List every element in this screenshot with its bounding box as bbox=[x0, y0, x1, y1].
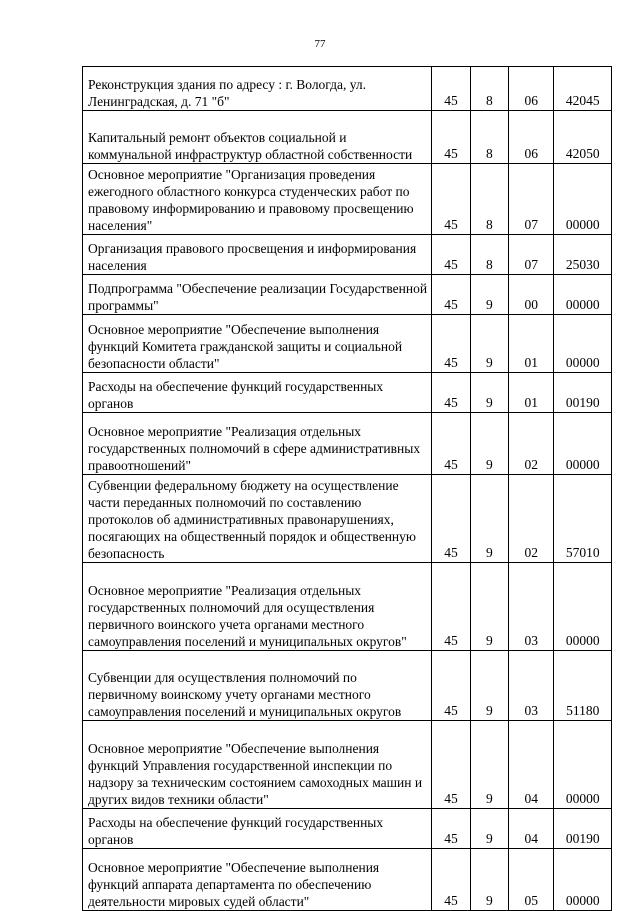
table-row bbox=[83, 721, 612, 809]
row-code-4: 00000 bbox=[554, 315, 612, 373]
row-code-3: 06 bbox=[509, 67, 554, 111]
row-code-2: 9 bbox=[470, 651, 508, 721]
table-row bbox=[83, 315, 612, 373]
row-code-4: 25030 bbox=[554, 235, 612, 275]
row-name: Субвенции для осуществления полномочий по первичному воинскому учету органами местного самоуправления поселений и муниципальных округов bbox=[83, 651, 432, 721]
table-row bbox=[83, 164, 612, 235]
row-code-2: 8 bbox=[470, 111, 508, 164]
row-name: Реконструкция здания по адресу : г. Вологда, ул. Ленинградская, д. 71 "б" bbox=[83, 67, 432, 111]
row-code-2: 9 bbox=[470, 809, 508, 849]
row-code-3: 00 bbox=[509, 275, 554, 315]
row-code-2: 9 bbox=[470, 563, 508, 651]
row-code-1: 45 bbox=[432, 563, 470, 651]
row-code-4: 00000 bbox=[554, 721, 612, 809]
row-code-2: 9 bbox=[470, 275, 508, 315]
table-row bbox=[83, 475, 612, 563]
row-code-1: 45 bbox=[432, 651, 470, 721]
row-code-4: 00190 bbox=[554, 809, 612, 849]
table-row bbox=[83, 111, 612, 164]
row-code-4: 42050 bbox=[554, 111, 612, 164]
row-name: Расходы на обеспечение функций государственных органов bbox=[83, 809, 432, 849]
row-code-3: 02 bbox=[509, 475, 554, 563]
row-code-4: 51180 bbox=[554, 651, 612, 721]
row-code-1: 45 bbox=[432, 275, 470, 315]
row-code-2: 9 bbox=[470, 315, 508, 373]
row-code-2: 9 bbox=[470, 721, 508, 809]
row-code-3: 05 bbox=[509, 849, 554, 911]
table-row bbox=[83, 809, 612, 849]
row-code-1: 45 bbox=[432, 721, 470, 809]
table-row bbox=[83, 235, 612, 275]
row-name: Основное мероприятие "Обеспечение выполнения функций аппарата департамента по обеспечению деятельности мировых судей области" bbox=[83, 849, 432, 911]
row-code-3: 07 bbox=[509, 235, 554, 275]
row-code-4: 00000 bbox=[554, 164, 612, 235]
row-name: Основное мероприятие "Реализация отдельных государственных полномочий в сфере административных правоотношений" bbox=[83, 413, 432, 475]
row-name: Расходы на обеспечение функций государственных органов bbox=[83, 373, 432, 413]
row-code-3: 04 bbox=[509, 721, 554, 809]
row-name: Организация правового просвещения и информирования населения bbox=[83, 235, 432, 275]
row-code-1: 45 bbox=[432, 164, 470, 235]
table-row bbox=[83, 275, 612, 315]
row-code-1: 45 bbox=[432, 67, 470, 111]
table-row bbox=[83, 651, 612, 721]
table-row bbox=[83, 563, 612, 651]
row-code-2: 9 bbox=[470, 475, 508, 563]
row-code-3: 04 bbox=[509, 809, 554, 849]
row-code-1: 45 bbox=[432, 373, 470, 413]
row-code-4: 00000 bbox=[554, 413, 612, 475]
row-code-4: 00190 bbox=[554, 373, 612, 413]
row-code-4: 00000 bbox=[554, 563, 612, 651]
row-name: Капитальный ремонт объектов социальной и коммунальной инфраструктур областной собственности bbox=[83, 111, 432, 164]
row-code-3: 06 bbox=[509, 111, 554, 164]
row-name: Основное мероприятие "Обеспечение выполнения функций Управления государственной инспекции по надзору за техническим состоянием самоходных машин и других видов техники области" bbox=[83, 721, 432, 809]
table-row bbox=[83, 373, 612, 413]
row-name: Основное мероприятие "Организация проведения ежегодного областного конкурса студенческих работ по правовому информированию и правовому просвещению населения" bbox=[83, 164, 432, 235]
row-code-1: 45 bbox=[432, 413, 470, 475]
row-name: Подпрограмма "Обеспечение реализации Государственной программы" bbox=[83, 275, 432, 315]
row-code-4: 57010 bbox=[554, 475, 612, 563]
row-code-3: 01 bbox=[509, 315, 554, 373]
row-code-1: 45 bbox=[432, 849, 470, 911]
row-code-1: 45 bbox=[432, 475, 470, 563]
row-code-3: 03 bbox=[509, 651, 554, 721]
table-row bbox=[83, 67, 612, 111]
budget-table bbox=[82, 66, 612, 911]
row-code-3: 07 bbox=[509, 164, 554, 235]
row-name: Основное мероприятие "Реализация отдельных государственных полномочий для осуществления первичного воинского учета органами местного самоуправления поселений и муниципальных округов" bbox=[83, 563, 432, 651]
row-code-2: 9 bbox=[470, 373, 508, 413]
row-code-3: 03 bbox=[509, 563, 554, 651]
row-code-1: 45 bbox=[432, 111, 470, 164]
row-code-1: 45 bbox=[432, 235, 470, 275]
row-name: Основное мероприятие "Обеспечение выполнения функций Комитета гражданской защиты и социальной безопасности области" bbox=[83, 315, 432, 373]
row-code-2: 8 bbox=[470, 67, 508, 111]
row-code-2: 9 bbox=[470, 413, 508, 475]
row-code-3: 01 bbox=[509, 373, 554, 413]
row-code-2: 8 bbox=[470, 164, 508, 235]
row-code-4: 00000 bbox=[554, 849, 612, 911]
row-name: Субвенции федеральному бюджету на осуществление части переданных полномочий по составлению протоколов об административных правонарушениях, посягающих на общественный порядок и общественную безопасность bbox=[83, 475, 432, 563]
table-row bbox=[83, 413, 612, 475]
row-code-1: 45 bbox=[432, 809, 470, 849]
row-code-2: 9 bbox=[470, 849, 508, 911]
row-code-2: 8 bbox=[470, 235, 508, 275]
row-code-1: 45 bbox=[432, 315, 470, 373]
row-code-4: 42045 bbox=[554, 67, 612, 111]
table-row bbox=[83, 849, 612, 911]
page-number: 77 bbox=[314, 38, 326, 50]
row-code-4: 00000 bbox=[554, 275, 612, 315]
row-code-3: 02 bbox=[509, 413, 554, 475]
